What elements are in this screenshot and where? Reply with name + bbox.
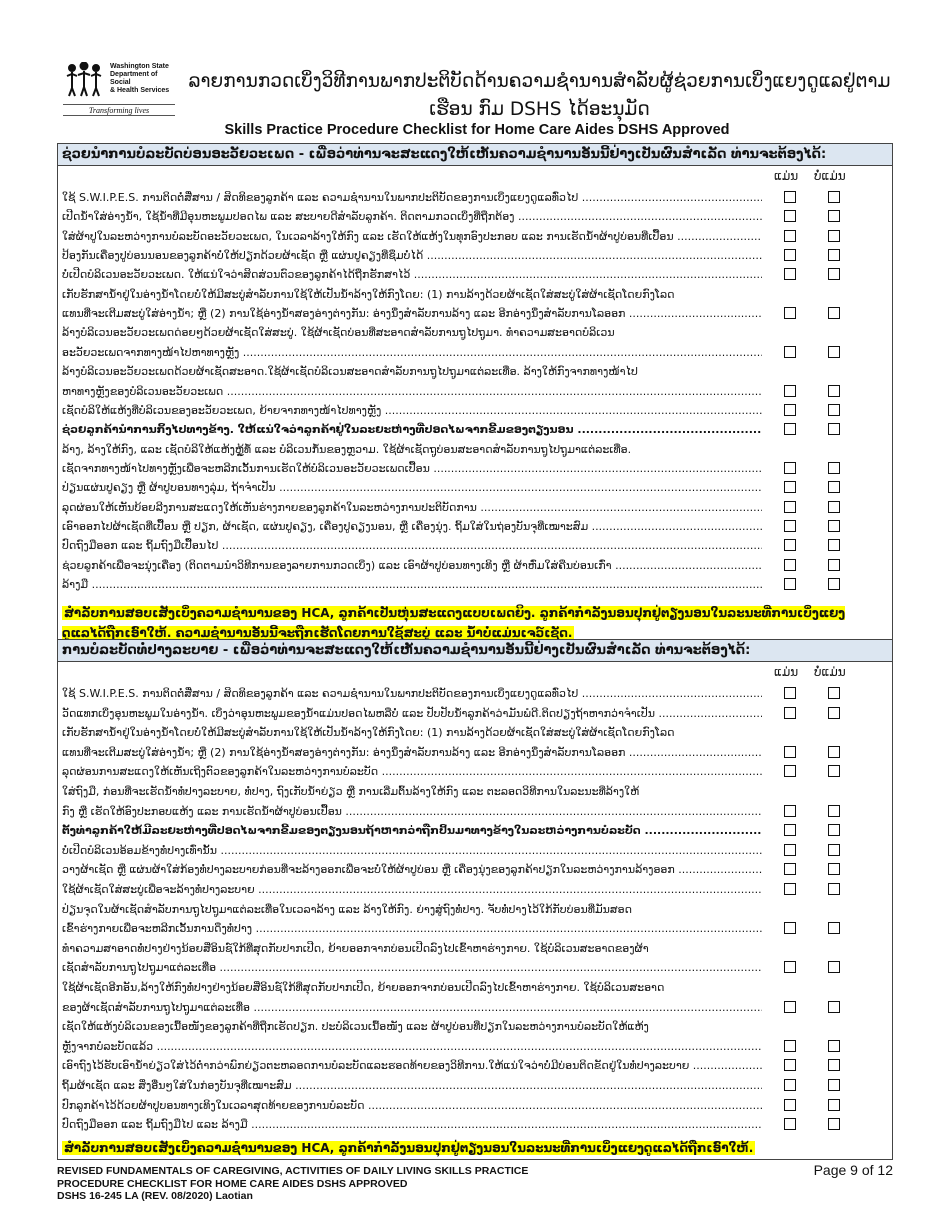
no-checkbox[interactable] — [828, 707, 840, 719]
checklist-item-text: ປ່ຽນແຜ່ນປູຄຽງ ຫຼື ຜ້າປູບອນທາງລຸ່ມ, ຖ້າຈໍາເປັນ ..... — [62, 478, 762, 497]
checklist-item-text: ຕັ້ງທ່າລູກຄ້າໃຫ້ມີລະຍະຫ່າງທີ່ປອດໄພຈາກຂີ້ມຂອງຕຽງນອນຖ້າຫາກວ່າຖືກປິ້ນມາທາງຂ້າງໃນລະຫວ່າງການບໍລະບັດ ..... — [62, 821, 762, 840]
checklist-item-text: ຖິ້ມຜ້າເຊັດ ແລະ ສິ່ງອື່ນໆໃສ່ໃນກ່ອງບັນຈຸທີ່ເໝາະສົມ ..... — [62, 1076, 762, 1095]
checklist-item-text: ເປີດນໍ້າໃສ່ອ່າງນໍ້າ, ໃຊ້ນໍ້າທີ່ມີອຸນຫະພູມປອດໄພ ແລະ ສະບາຍດີສໍາລັບລູກຄ້າ. ຕິດຕາມກວດເບິ່ງທີ່ຖືກຕ້ອງ ..... — [62, 207, 762, 226]
no-checkbox[interactable] — [828, 1118, 840, 1130]
checklist-item-text: ວາງຜ້າເຊັດ ຫຼື ແຜ່ນຜ້າໃສ່ກ້ອງທໍ່ປາງລະບາຍກ່ອນທີ່ຈະລ້າງອອກເພື່ອຈະບໍ່ໃຫ້ຜ້າປູບ່ອນ ຫຼື ເຄື່ອງນຸ່ງຂອງລູກຄ້າປຽກໃນລະຫວ່າງການລ້າງອອກ ..... — [62, 860, 762, 879]
no-checkbox[interactable] — [828, 961, 840, 973]
yes-checkbox[interactable] — [784, 404, 796, 416]
column-no: ບໍ່ແມ່ນ — [814, 169, 846, 183]
yes-checkbox[interactable] — [784, 961, 796, 973]
perineal-care-section — [57, 143, 893, 645]
no-checkbox[interactable] — [828, 765, 840, 777]
no-checkbox[interactable] — [828, 385, 840, 397]
no-checkbox[interactable] — [828, 1079, 840, 1091]
checklist-item-text: ເກັບຮັກສານໍ້າຢູ່ໃນອ່າງນໍ້າໂດຍບໍ່ໃຫ້ມີສະບູ່ສໍາລັບການໃຊ້ໃຫ້ເປັນນໍ້າລ້າງໃຫ້ກົງໂດຍ: (1) ການລ້າງດ້ວຍຜ້າເຊັດໃສ່ສະບູ່ໃສ່ຜ້າເຊັດໂດຍກົງໂລດ — [62, 287, 675, 301]
yes-checkbox[interactable] — [784, 687, 796, 699]
checklist-item-text: ອະວັຍວະເພດຈາກທາງໜ້າໄປຫາທາງຫຼັງ ..... — [62, 343, 762, 362]
yes-checkbox[interactable] — [784, 462, 796, 474]
checklist-item-text: ເກັບຮັກສານໍ້າຢູ່ໃນອ່າງນໍ້າໂດຍບໍ່ໃຫ້ມີສະບູ່ສໍາລັບການໃຊ້ໃຫ້ເປັນນໍ້າລ້າງໃຫ້ກົງໂດຍ: (1) ການລ້າງດ້ວຍຜ້າເຊັດໃສ່ສະບູ່ໃສ່ຜ້າເຊັດໂດຍກົງໂລດ — [62, 726, 675, 740]
checklist-item-text: ເຊັດໃຫ້ແຫ້ງບໍລິເວນຂອງເນື້ອໜັງຂອງລູກຄ້າທີ່ຖືກເຮັດປຽກ. ປະບໍລິເວນເນື້ອໜັງ ແລະ ຜ້າປູບ່ອນທີ່ປຽກໃນລະຫວ່າງການບໍລະບັດໃຫ້ແຫ້ງ — [62, 1020, 649, 1034]
checklist-item-text: ແທນທີ່ຈະເຕີມສະບູ່ໃສ່ອ່າງນໍ້າ; ຫຼື (2) ການໃຊ້ອ່າງນໍ້າສອງອ່າງຕ່າງກັນ: ອ່າງນຶ່ງສໍາລັບການລ້າງ ແລະ ອີກອ່າງນຶ່ງສໍາລັບການໂລອອກ ..... — [62, 743, 762, 762]
dshs-logo — [63, 60, 175, 115]
no-checkbox[interactable] — [828, 404, 840, 416]
checklist-item-text: ໃຊ້ຜ້າເຊັດໃສ່ສະບູ່ເພື່ອຈະລ້າງທໍ່ປາງລະບາຍ ..... — [62, 880, 762, 899]
no-checkbox[interactable] — [828, 687, 840, 699]
yes-checkbox[interactable] — [784, 844, 796, 856]
section-heading: ການບໍລະບັດທໍ່ປາງລະບາຍ - ເພື່ອວ່າທ່ານຈະສະແດງໃຫ້ເຫັນຄວາມຊໍານານອັນນີ້ຢ່າງເປັນຜົນສໍາເລັດ ທ່ານຈະຕ້ອງໄດ້: — [58, 640, 892, 662]
form-footer — [57, 1165, 897, 1203]
checklist-item-text: ໃຊ້ S.W.I.P.E.S. ການຕິດຕໍ່ສື່ສານ / ສິດທິຂອງລູກຄ້າ ແລະ ຄວາມຊໍານານໃນພາກປະຕິບັດຂອງການເບິ່ງແຍງດູແລທົ່ວໄປ ..... — [62, 684, 762, 703]
no-checkbox[interactable] — [828, 746, 840, 758]
yes-checkbox[interactable] — [784, 578, 796, 590]
column-no: ບໍ່ແມ່ນ — [814, 665, 846, 679]
no-checkbox[interactable] — [828, 824, 840, 836]
yes-checkbox[interactable] — [784, 520, 796, 532]
column-yes: ແມ່ນ — [774, 169, 799, 183]
checklist-item-text: ເຂົ້າຮ່າງກາຍເພື່ອຈະຫລີກເວັ້ນການດຶງທໍ່ປາງ ..... — [62, 919, 762, 938]
yes-checkbox[interactable] — [784, 191, 796, 203]
checklist-item-text: ບໍ່ເປີດບໍລິເວນອະວັຍວະເພດ. ໃຫ້ແນ່ໃຈວ່າສິດສ່ວນຕົວຂອງລູກຄ້າໄດ້ຖືກຮັກສາໄວ້ ..... — [62, 265, 762, 284]
logo-line: Washington State — [110, 63, 169, 70]
column-headers — [58, 166, 892, 188]
yes-checkbox[interactable] — [784, 805, 796, 817]
checklist-item-text: ລຸດຜ່ອນການສະແດງໃຫ້ເຫັນເຖິງຕົວຂອງລູກຄ້າໃນລະຫວ່າງການບໍລະບັດ ..... — [62, 762, 762, 781]
yes-checkbox[interactable] — [784, 249, 796, 261]
checklist-item-text: ເຊັດຈາກທາງໜ້າໄປທາງຫຼັງເພື່ອຈະຫລີກເວັ້ນການເຮັດໃຫ້ບໍລິເວນອະວັຍວະເພດເປື້ອນ ..... — [62, 459, 762, 478]
checklist-item-text: ແທນທີ່ຈະເຕີມສະບູ່ໃສ່ອ່າງນໍ້າ; ຫຼື (2) ການໃຊ້ອ່າງນໍ້າສອງອ່າງຕ່າງກັນ: ອ່າງນຶ່ງສໍາລັບການລ້າງ ແລະ ອີກອ່າງນຶ່ງສໍາລັບການໂລອອກ ..... — [62, 304, 762, 323]
yes-checkbox[interactable] — [784, 1118, 796, 1130]
yes-checkbox[interactable] — [784, 1079, 796, 1091]
yes-checkbox[interactable] — [784, 1059, 796, 1071]
no-checkbox[interactable] — [828, 501, 840, 513]
checklist-item-text: ເຊັດສໍາລັບການຖູໄປຖູມາແຕ່ລະເທື່ອ ..... — [62, 958, 762, 977]
yes-checkbox[interactable] — [784, 230, 796, 242]
no-checkbox[interactable] — [828, 539, 840, 551]
column-yes: ແມ່ນ — [774, 665, 799, 679]
checklist-item-text: ວັດແທກເບິ່ງອຸນຫະພູມໃນອ່າງນໍ້າ. ເບິ່ງວ່າອຸນຫະພູມຂອງນໍ້າແມ່ນປອດໄພຫລືບໍ່ ແລະ ປັບປັບນໍ້າລູກຄ້າວ່າມັນພໍດີ.ຕິດປຽງຖ້າຫາກວ່າຈໍາເປັນ ..... — [62, 704, 762, 723]
no-checkbox[interactable] — [828, 844, 840, 856]
column-headers — [58, 662, 892, 684]
logo-line: Department of Social — [110, 71, 158, 86]
note-text: ສໍາລັບການສອບເສັງເບິ່ງຄວາມຊໍານານຂອງ HCA, ລູກຄ້າກໍາລັງນອນປຸກຢູ່ຕຽງນອນໃນລະນະທີ່ການເບິ່ງແຍງດູແລໄດ້ຖືກເອົາໃຫ້. — [64, 1141, 754, 1155]
checklist-item-text: ຫາທາງຫຼັງຂອງບໍລິເວນອະວັຍວະເພດ ..... — [62, 382, 762, 401]
no-checkbox[interactable] — [828, 268, 840, 280]
no-checkbox[interactable] — [828, 423, 840, 435]
checklist-item-text: ລ້າງບໍລິເວນອະວັຍວະເພດດ່ອຍໆດ້ວຍຜ້າເຊັດໃສ່ສະບູ່. ໃຊ້ຜ້າເຊັດບ່ອນທີ່ສະອາດສໍາລັບການຖູໄປຖູມາ. ທໍາຄວາມສະອາດບໍລິເວນ — [62, 326, 615, 340]
yes-checkbox[interactable] — [784, 539, 796, 551]
yes-checkbox[interactable] — [784, 746, 796, 758]
no-checkbox[interactable] — [828, 520, 840, 532]
yes-checkbox[interactable] — [784, 1099, 796, 1111]
checklist-item-text: ປ້ອງກັນເຄື່ອງປູບ່ອນນອນຂອງລູກຄ້າບໍ່ໃຫ້ປຽກດ້ວຍຜ້າເຊັດ ຫຼື ແຜ່ນປູຄຽງທີ່ຊຶມບໍ່ໄດ້ ..... — [62, 246, 762, 265]
no-checkbox[interactable] — [828, 1099, 840, 1111]
checklist-item-text: ຫຼັງຈາກບໍລະບັດແລ້ວ ..... — [62, 1037, 762, 1056]
checklist-item-text: ເຊັດບໍລິໃຫ້ແຫ້ງທີ່ບໍລິເວນຂອງອະວັຍວະເພດ, ຍ້າຍຈາກທາງໜ້າໄປທາງຫຼັງ ..... — [62, 401, 762, 420]
checklist-item-text: ປົດຖົງມືອອກ ແລະ ຖິ້ມຖົງມືໄປ ແລະ ລ້າງມື ..... — [62, 1115, 762, 1134]
yes-checkbox[interactable] — [784, 559, 796, 571]
checklist-item-text: ໃສ່ຖົງມື, ກ່ອນທີ່ຈະເຮັດນໍ້າທໍ່ປາງລະບາຍ, ທໍ່ປາງ, ຖົງເກັບນໍ້າຍ່ຽວ ຫຼື ການເລີ່ມຕົ້ນລ້າງໃຫ້ກົງ ແລະ ຕະລອດວິທີການໃນລະນະທີ່ລ້າງໃຫ້ — [62, 785, 640, 798]
checklist-item-text: ປົກລູກຄ້າໄວ້ດ້ວຍຜ້າປູບອນທາງເທິງໃນເວລາສຸດທ້າຍຂອງການບໍລະບັດ ..... — [62, 1096, 762, 1115]
checklist-item-text: ບໍ່ເປີດບໍລິເວນອ້ອມຂ້າງທໍ່ປາງເທົ່ານັ້ນ ..... — [62, 841, 762, 860]
section-note — [62, 1137, 852, 1157]
yes-checkbox[interactable] — [784, 481, 796, 493]
checklist-item-text: ເອົາອອກໄປຜ້າເຊັດທີ່ເປື້ອນ ຫຼື ປຽກ, ຜ້າເຊັດ, ແຜ່ນປູຄຽງ, ເຄື່ອງປູຄຽງນອນ, ຫຼື ເຄື່ອງນຸ່ງ. ຖິ້ມໃສ່ໃນຖ່ອງບັນຈຸທີ່ເໝາະສົມ ..... — [62, 517, 762, 536]
no-checkbox[interactable] — [828, 462, 840, 474]
page-header — [57, 60, 897, 142]
no-checkbox[interactable] — [828, 346, 840, 358]
yes-checkbox[interactable] — [784, 346, 796, 358]
checklist-item-text: ໃຊ້ຜ້າເຊັດອີກອັນ,ລ້າງໃຫ້ກົງທໍ່ປາງຢ່າງນ້ອຍສີ່ອິນຊ໌ໃກ້ທີ່ສຸດກັບປາກເປີດ, ຍ້າຍອອກຈາກບ່ອນເປີດລົງໄປເຂົ້າຫາຮ່າງກາຍ. ໃຊ້ບໍລິເວນສະອາດ — [62, 981, 665, 994]
yes-checkbox[interactable] — [784, 268, 796, 280]
no-checkbox[interactable] — [828, 1059, 840, 1071]
page-number: Page 9 of 12 — [813, 1162, 893, 1178]
footer-line: REVISED FUNDAMENTALS OF CAREGIVING, ACTIVITIES OF DAILY LIVING SKILLS PRACTICE — [57, 1165, 529, 1177]
yes-checkbox[interactable] — [784, 824, 796, 836]
checklist-item-text: ລຸດຜ່ອນໃຫ້ເຫັນບ້ອຍລີງການສະແດງໃຫ້ເຫັນຮ່າງກາຍຂອງລູກຄ້າໃນລະຫວ່າງການປະຕິບັດການ ..... — [62, 498, 762, 517]
yes-checkbox[interactable] — [784, 765, 796, 777]
checklist-item-text: ປ່ຽນຈຸດໃນຜ້າເຊັດສໍາລັບການຖູໄປຖູມາແຕ່ລະເທື່ອໃນເວລາລ້າງ ແລະ ລ້າງໃຫ້ກົງ. ຍ່າງສູ່ຖົງທໍ່ປາງ. ຈັບທໍ່ປາງໄວ້ໃກ້ກັບບ່ອນທີ່ມັນສອດ — [62, 902, 632, 916]
page-title-lao: ລາຍການກວດເບິ່ງວິທີການພາກປະຕິບັດດ້ານຄວາມຊໍານານສໍາລັບຜູ້ຊ່ວຍການເບິ່ງແຍງດູແລຢູ່ຕາມເຮືອນ ກົມ DSHS ໄດ້ອະນຸມັດ — [188, 71, 891, 120]
note-text: ສໍາລັບການສອບເສັງເບິ່ງຄວາມຊໍານານຂອງ HCA, ລູກຄ້າເປັນຫຸ່ນສະແດງແບບເພດຍິງ. ລູກຄ້າກໍາລັງນອນປຸກຢູ່ຕຽງນອນໃນລະນະທີ່ການເບິ່ງແຍງດູແລໄດ້ຖືກເອົາໃຫ້. ຄວາມຊໍານານອັນນີ້ຈະຖືກເຮັດໂດຍການໃຊ້ສະບູ່ ແລະ ນໍ້າບໍ່ແມ່ນເຈວ໌ເຊັດ. — [62, 606, 846, 640]
checklist-item-text: ຊ່ວຍລູກຄ້ານໍາການກິ້ງໄປທາງຂ້າງ. ໃຫ້ແນ່ໃຈວ່າລູກຄ້າຢູ່ໃນລະຍະຫ່າງທີ່ປອດໄພຈາກຂີ້ມຂອງຕຽງນອນ ..... — [62, 420, 762, 439]
no-checkbox[interactable] — [828, 863, 840, 875]
dshs-figures-icon — [63, 62, 105, 98]
footer-line: PROCEDURE CHECKLIST FOR HOME CARE AIDES DSHS APPROVED — [57, 1177, 408, 1190]
checklist-item-text: ໃຊ້ S.W.I.P.E.S. ການຕິດຕໍ່ສື່ສານ / ສິດທິຂອງລູກຄ້າ ແລະ ຄວາມຊໍານານໃນພາກປະຕິບັດຂອງການເບິ່ງແຍງດູແລທົ່ວໄປ ..... — [62, 188, 762, 207]
no-checkbox[interactable] — [828, 578, 840, 590]
checklist-item-text: ປົດຖົງມືອອກ ແລະ ຖິ້ມຖົງມືເປື້ອນໄປ ..... — [62, 536, 762, 555]
no-checkbox[interactable] — [828, 805, 840, 817]
no-checkbox[interactable] — [828, 883, 840, 895]
form-number: DSHS 16-245 LA (REV. 08/2020) Laotian — [57, 1190, 253, 1202]
no-checkbox[interactable] — [828, 559, 840, 571]
no-checkbox[interactable] — [828, 1040, 840, 1052]
no-checkbox[interactable] — [828, 191, 840, 203]
no-checkbox[interactable] — [828, 230, 840, 242]
page-title-english: Skills Practice Procedure Checklist for Home Care Aides DSHS Approved — [224, 122, 730, 138]
section-heading: ຊ່ວຍນໍາການບໍລະບັດບ່ອນອະວັຍວະເພດ - ເພື່ອວ່າທ່ານຈະສະແດງໃຫ້ເຫັນຄວາມຊໍານານອັນນີ້ຢ່າງເປັນຜົນສໍາເລັດ ທ່ານຈະຕ້ອງໄດ້: — [58, 144, 892, 166]
yes-checkbox[interactable] — [784, 1040, 796, 1052]
no-checkbox[interactable] — [828, 481, 840, 493]
checklist-item-text: ເອົາຖົງໄວ້ຮັບເອົານໍ້າຍ່ຽວໃສ່ໄວ້ຕໍ່າກວ່າພົກຍ່ຽວຕະຫລອດການບໍລະບັດແລະຮອດທ້າຍຂອງວິທີການ.ໃຫ້ແນ່ໃຈວ່າບໍ່ມີບ່ອນຕິດຂັດຢູ່ໃນທໍ່ປາງລະບາຍ ..... — [62, 1056, 762, 1075]
yes-checkbox[interactable] — [784, 863, 796, 875]
checklist-item-text: ລ້າງບໍລິເວນອະວັຍວະເພດດ້ວຍຜ້າເຊັດສະອາດ.ໃຊ້ຜ້າເຊັດບໍລິເວນສະອາດສໍາລັບການຖູໄປຖູມາແຕ່ລະເທື່ອ. ລ້າງໃຫ້ກົງຈາກທາງໜ້າໄປ — [62, 365, 638, 379]
logo-text — [110, 63, 175, 95]
checklist-item-text: ລ້າງມື ..... — [62, 575, 762, 594]
logo-tagline: Transforming lives — [63, 104, 175, 116]
yes-checkbox[interactable] — [784, 1001, 796, 1013]
logo-line: & Health Services — [110, 87, 170, 94]
yes-checkbox[interactable] — [784, 501, 796, 513]
catheter-care-section — [57, 639, 893, 1160]
no-checkbox[interactable] — [828, 922, 840, 934]
yes-checkbox[interactable] — [784, 707, 796, 719]
yes-checkbox[interactable] — [784, 385, 796, 397]
no-checkbox[interactable] — [828, 210, 840, 222]
no-checkbox[interactable] — [828, 1001, 840, 1013]
yes-checkbox[interactable] — [784, 883, 796, 895]
checklist-item-text: ທໍາຄວາມສາອາດທໍ່ປາງຢ່າງນ້ອຍສີ່ອິນຊ໌ໃກ້ທີ່ສຸດກັບປາກເປີດ, ຍ້າຍອອກຈາກບ່ອນເປີດລົງໄປເຂົ້າຫາຮ່າງກາຍ. ໃຊ້ບໍລິເວນສະອາດຂອງຜ້າ — [62, 941, 649, 955]
checklist-item-text: ກົງ ຫຼື ເຮັດໃຫ້ອົງປະກອບແຫ້ງ ແລະ ການເຮັດນໍ້າຜ້າປູບ່ອນເປື້ອນ ..... — [62, 802, 762, 821]
yes-checkbox[interactable] — [784, 307, 796, 319]
checklist-item-text: ຊ່ວຍລູກຄ້າເພື່ອຈະນຸ່ງເຄື່ອງ (ຕິດຕາມນໍາວິທີການຂອງລາຍການກວດເບິ່ງ) ແລະ ເອົາຜ້າປູບ່ອນທາງເທິງ ຫຼື ຜ້າຫົ່ມໃສ່ຄືນບ່ອນເກົ່າ ..... — [62, 556, 762, 575]
yes-checkbox[interactable] — [784, 922, 796, 934]
checklist-item-text: ລ້າງ, ລ້າງໃຫ້ກົງ, ແລະ ເຊັດບໍລິໃຫ້ແຫ້ງຫຼູ້ທໍ້ ແລະ ບໍລິເວນກໍ້ນຂອງຫຼວາມ. ໃຊ້ຜ້າເຊັດຖູບ່ອນສະອາດສໍາລັບການຖູໄປຖູມາແຕ່ລະເທື່ອ. — [62, 442, 632, 456]
no-checkbox[interactable] — [828, 307, 840, 319]
checklist-item-text: ຂອງຜ້າເຊັດສໍາລັບການຖູໄປຖູມາແຕ່ລະເທື່ອ ..... — [62, 998, 762, 1017]
checklist-item-text: ໃສ່ຜ້າປູໃນລະຫວ່າງການບໍລະບັດອະວັຍວະເພດ, ໃນເວລາລ້າງໃຫ້ກົງ ແລະ ເຮັດໃຫ້ແຫ້ງໃນທຸກອົງປະກອບ ແລະ ການເຮັດນໍ້າຜ້າປູບ່ອນທີ່ເປື້ອນ ..... — [62, 227, 762, 246]
section-note — [62, 602, 852, 642]
yes-checkbox[interactable] — [784, 210, 796, 222]
yes-checkbox[interactable] — [784, 423, 796, 435]
no-checkbox[interactable] — [828, 249, 840, 261]
